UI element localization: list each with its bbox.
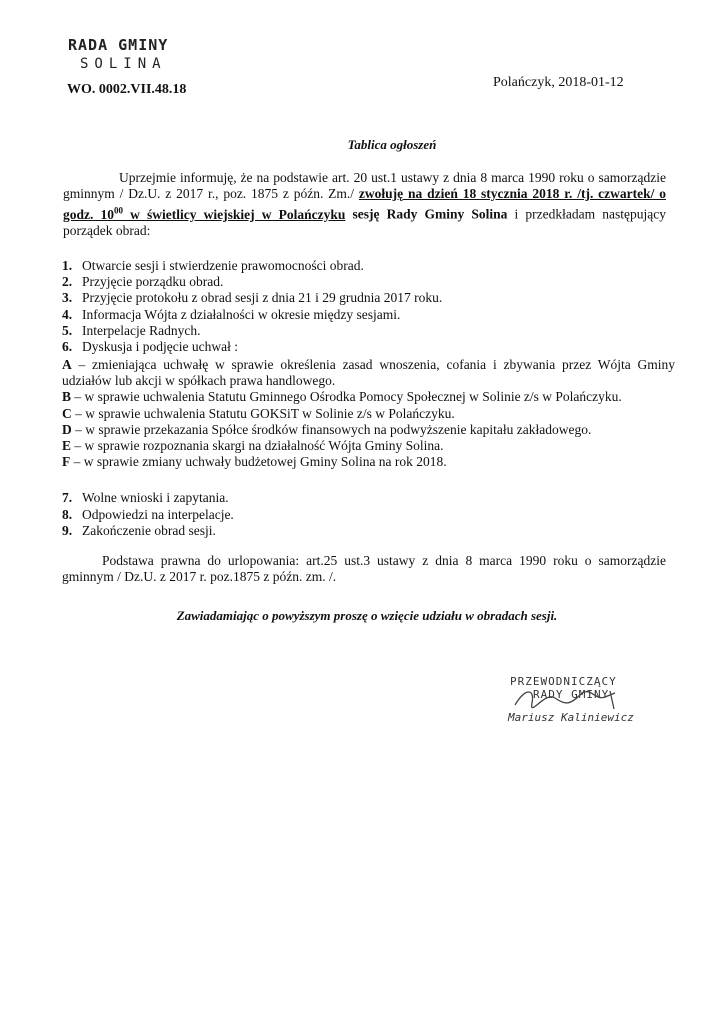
list-item: 1. Otwarcie sesji i stwierdzenie prawomocności obrad. <box>62 258 364 273</box>
handwritten-signature <box>510 683 630 713</box>
closing-statement: Zawiadamiając o powyższym proszę o wzięcie udziału w obradach sesji. <box>176 608 558 623</box>
document-title: Tablica ogłoszeń <box>347 137 437 152</box>
resolution-item: B – w sprawie uchwalenia Statutu Gminnego Ośrodka Pomocy Społecznej w Solinie z/s w Polańczyku. <box>62 389 622 405</box>
session-date-underlined: zwołuję na dzień 18 stycznia 2018 r. /tj. czwartek/ o godz. $10^{00}$ w świetlicy wiejskiej w Polańczyku <box>63 186 666 222</box>
resolution-item: F – w sprawie zmiany uchwały budżetowej Gminy Solina na rok 2018. <box>62 454 447 470</box>
resolution-item: E – w sprawie rozpoznania skargi na działalność Wójta Gminy Solina. <box>62 438 444 454</box>
intro-text: Uprzejmie informuję, że na podstawie art. 20 ust.1 ustawy z dnia 8 marca 1990 roku o samorządzie gminnym / Dz.U. z 2017 r., poz. 1875 z późn. Zm./ <box>63 170 666 201</box>
signature-title: PRZEWODNICZĄCY <box>510 675 617 688</box>
intro-paragraph <box>63 170 666 239</box>
agenda-list-1 <box>62 258 672 355</box>
list-item: 6. Dyskusja i podjęcie uchwał : <box>62 339 238 355</box>
list-item: 8. Odpowiedzi na interpelacje. <box>62 506 234 522</box>
intro-tail: i przedkładam następujący porządek obrad: <box>63 206 666 238</box>
org-name-line1: RADA GMINY <box>68 36 169 54</box>
agenda-list-2 <box>62 490 662 540</box>
list-item: 4. Informacja Wójta z działalności w okresie między sesjami. <box>62 306 401 322</box>
list-item: 3. Przyjęcie protokołu z obrad sesji z dnia 21 i 29 grudnia 2017 roku. <box>62 290 443 306</box>
list-item: 2. Przyjęcie porządku obrad. <box>62 274 224 290</box>
time-superscript: 00 <box>114 205 124 215</box>
signature-council: RADY GMINY <box>533 688 610 701</box>
legal-basis-paragraph: Podstawa prawna do urlopowania: art.25 ust.3 ustawy z dnia 8 marca 1990 roku o samorządzie gminnym / Dz.U. z 2017 r. poz.1875 z późn. zm. /. <box>62 553 666 584</box>
list-item: 9. Zakończenie obrad sesji. <box>62 523 216 538</box>
org-name-line2: SOLINA <box>80 56 167 72</box>
place-date: Polańczyk, 2018-01-12 <box>493 75 624 90</box>
list-item: 5. Interpelacje Radnych. <box>62 322 201 338</box>
resolutions-list <box>62 357 675 470</box>
resolution-item: A – zmieniająca uchwałę w sprawie określenia zasad wnoszenia, cofania i zbywania przez Wójta Gminy udziałów lub akcji w spółkach prawa handlowego. <box>62 357 675 389</box>
reference-number: WO. 0002.VII.48.18 <box>67 82 187 97</box>
resolution-item: D – w sprawie przekazania Spółce środków finansowych na podwyższenie kapitału zakładowego. <box>62 421 592 437</box>
resolution-item: C – w sprawie uchwalenia Statutu GOKSiT w Solinie z/s w Polańczyku. <box>62 405 455 421</box>
signatory-name: Mariusz Kaliniewicz <box>508 711 634 724</box>
session-name: sesję Rady Gminy Solina <box>345 206 508 222</box>
list-item: 7. Wolne wnioski i zapytania. <box>62 490 229 505</box>
